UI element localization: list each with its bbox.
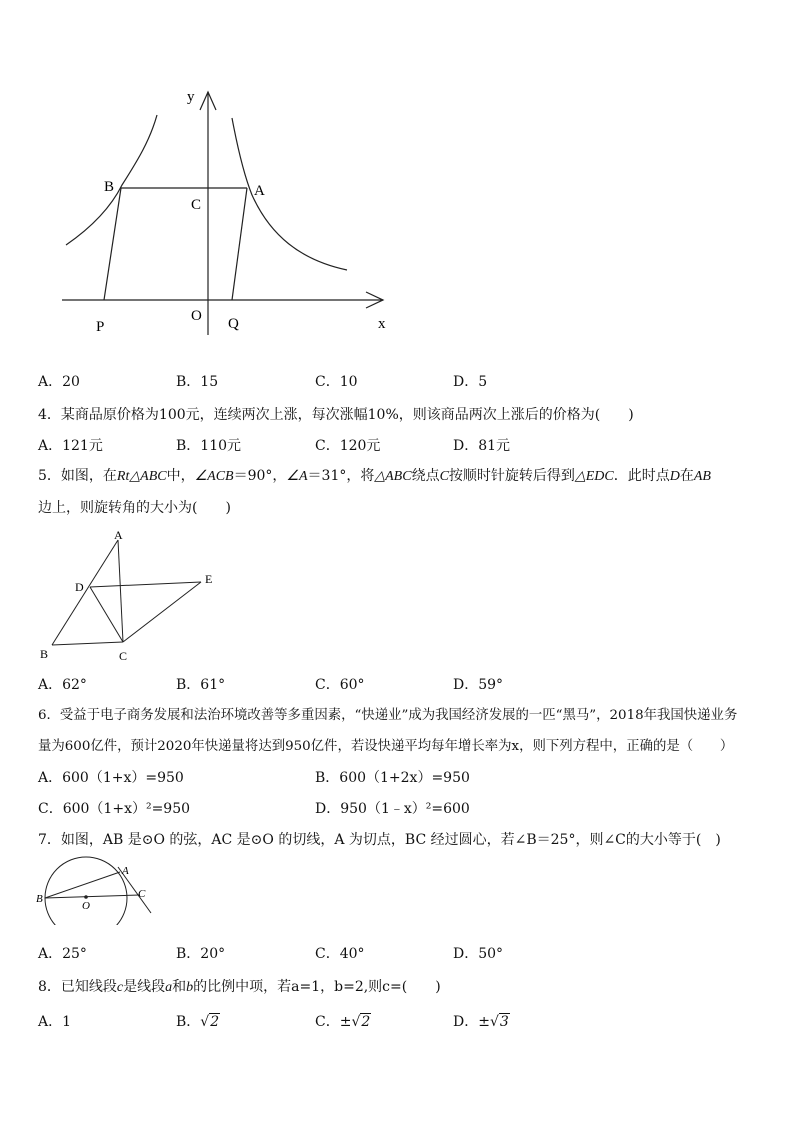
center-dot bbox=[84, 895, 88, 899]
q5-text-7: ．此时点 bbox=[613, 468, 670, 484]
label-b: B bbox=[36, 893, 43, 905]
sqrt-3-pm: √3 bbox=[489, 1014, 509, 1030]
q5-option-a[interactable]: A．62° bbox=[38, 677, 87, 693]
segment-bc bbox=[45, 895, 140, 898]
q3-option-d[interactable]: D．5 bbox=[453, 374, 488, 390]
label-o: O bbox=[191, 308, 202, 324]
q7-question: 7．如图，AB 是⊙O 的弦，AC 是⊙O 的切线，A 为切点，BC 经过圆心，若∠B＝25°，则∠C的大小等于( ) bbox=[38, 832, 721, 848]
label-c: C bbox=[191, 197, 202, 213]
label-d: D bbox=[75, 580, 84, 594]
label-c: C bbox=[138, 888, 146, 900]
q8-option-d[interactable] bbox=[453, 1012, 510, 1032]
q5-point-c: C bbox=[439, 469, 449, 484]
sqrt-2: √2 bbox=[200, 1014, 220, 1030]
right-curve bbox=[232, 118, 347, 270]
segment-ab bbox=[52, 540, 118, 645]
label-p: P bbox=[96, 319, 105, 335]
segment-ac bbox=[118, 540, 123, 642]
q7-option-b[interactable]: B．20° bbox=[176, 946, 226, 962]
q5-text-8: 在 bbox=[679, 468, 694, 484]
q6-question-line1: 6．受益于电子商务发展和法治环境改善等多重因素，“快递业”成为我国经济发展的一匹“黑马”，2018年我国快递业务 bbox=[38, 708, 738, 723]
q3-option-b[interactable]: B．15 bbox=[176, 374, 219, 390]
q8-option-d-label: D．± bbox=[453, 1014, 490, 1030]
q4-question: 4．某商品原价格为100元，连续两次上涨，每次涨幅10%，则该商品两次上涨后的价格为( ) bbox=[38, 407, 634, 423]
label-q: Q bbox=[228, 316, 239, 332]
q6-option-b[interactable]: B．600（1+2x）=950 bbox=[315, 770, 470, 786]
q6-option-c[interactable]: C．600（1+x）²=950 bbox=[38, 801, 191, 817]
segment-bp bbox=[104, 188, 121, 300]
sqrt-2-pm: √2 bbox=[351, 1014, 371, 1030]
q5-text-1: 5．如图，在 bbox=[38, 468, 117, 484]
radicand-3-pm: 3 bbox=[499, 1014, 509, 1030]
q8-text-3: 和 bbox=[172, 979, 187, 995]
q7-figure bbox=[34, 855, 159, 925]
q5-text-5: 绕点 bbox=[411, 468, 440, 484]
circle-o bbox=[45, 857, 127, 925]
q5-figure bbox=[36, 525, 226, 665]
q4-option-d[interactable]: D．81元 bbox=[453, 438, 511, 454]
q8-var-a: a bbox=[165, 980, 173, 995]
q5-angle-a: ∠A bbox=[286, 469, 308, 484]
q7-option-c[interactable]: C．40° bbox=[315, 946, 365, 962]
q8-var-b: b bbox=[186, 980, 194, 995]
q3-option-a[interactable]: A．20 bbox=[38, 374, 80, 390]
q3-figure bbox=[50, 85, 400, 345]
label-a: A bbox=[122, 865, 129, 877]
q8-var-c: c bbox=[116, 980, 124, 995]
q8-option-c[interactable] bbox=[315, 1012, 371, 1032]
q5-triangle-abc-2: △ABC bbox=[374, 469, 412, 484]
segment-ec bbox=[123, 582, 201, 642]
q8-option-a[interactable]: A．1 bbox=[38, 1014, 72, 1030]
q5-triangle-abc: △ABC bbox=[129, 469, 167, 484]
q5-text-6: 按顺时针旋转后得到 bbox=[448, 468, 575, 484]
q6-question-line2: 量为600亿件，预计2020年快递量将达到950亿件，若设快递平均每年增长率为x，则下列方程中，正确的是（ ） bbox=[38, 739, 734, 754]
q5-triangle-edc: △EDC bbox=[574, 469, 614, 484]
q8-condition: a=1，b=2,则c=( ) bbox=[291, 979, 441, 995]
segment-bc bbox=[52, 642, 123, 645]
q6-option-d[interactable]: D．950（1﹣x）²=600 bbox=[315, 801, 470, 817]
q5-point-d: D bbox=[669, 469, 680, 484]
segment-aq bbox=[232, 188, 247, 300]
segment-dc bbox=[90, 587, 123, 642]
q7-option-d[interactable]: D．50° bbox=[453, 946, 504, 962]
q8-option-b[interactable] bbox=[176, 1012, 220, 1032]
radicand-2: 2 bbox=[210, 1014, 220, 1030]
q7-option-a[interactable]: A．25° bbox=[38, 946, 87, 962]
segment-ab bbox=[45, 872, 120, 898]
q5-text-3: ＝90°， bbox=[233, 468, 287, 484]
segment-de bbox=[90, 582, 201, 587]
q5-question-line1 bbox=[38, 466, 711, 487]
label-y: y bbox=[187, 89, 195, 105]
q8-text-2: 是线段 bbox=[123, 979, 166, 995]
label-e: E bbox=[205, 572, 213, 586]
q5-question-line2: 边上，则旋转角的大小为( ) bbox=[38, 500, 231, 516]
q5-option-b[interactable]: B．61° bbox=[176, 677, 226, 693]
q5-option-c[interactable]: C．60° bbox=[315, 677, 365, 693]
label-b: B bbox=[104, 179, 115, 195]
q8-option-b-label: B． bbox=[176, 1014, 201, 1030]
radicand-2-pm: 2 bbox=[361, 1014, 371, 1030]
q4-option-c[interactable]: C．120元 bbox=[315, 438, 381, 454]
q8-text-1: 8．已知线段 bbox=[38, 979, 117, 995]
q8-text-4: 的比例中项，若 bbox=[193, 979, 292, 995]
q5-rt: Rt bbox=[116, 469, 130, 484]
q8-question bbox=[38, 977, 441, 998]
q4-option-a[interactable]: A．121元 bbox=[38, 438, 103, 454]
q4-option-b[interactable]: B．110元 bbox=[176, 438, 242, 454]
q6-option-a[interactable]: A．600（1+x）=950 bbox=[38, 770, 184, 786]
q5-option-d[interactable]: D．59° bbox=[453, 677, 504, 693]
q5-segment-ab: AB bbox=[693, 469, 711, 484]
q3-option-c[interactable]: C．10 bbox=[315, 374, 358, 390]
q5-text-2: 中， bbox=[166, 468, 195, 484]
label-b: B bbox=[40, 647, 49, 661]
label-x: x bbox=[378, 316, 386, 332]
label-a: A bbox=[114, 528, 123, 542]
q5-text-4: ＝31°，将 bbox=[307, 468, 375, 484]
label-a: A bbox=[254, 183, 265, 199]
label-o: O bbox=[82, 900, 90, 912]
q5-angle-acb: ∠ACB bbox=[194, 469, 234, 484]
label-c: C bbox=[119, 649, 128, 663]
q8-option-c-label: C．± bbox=[315, 1014, 352, 1030]
